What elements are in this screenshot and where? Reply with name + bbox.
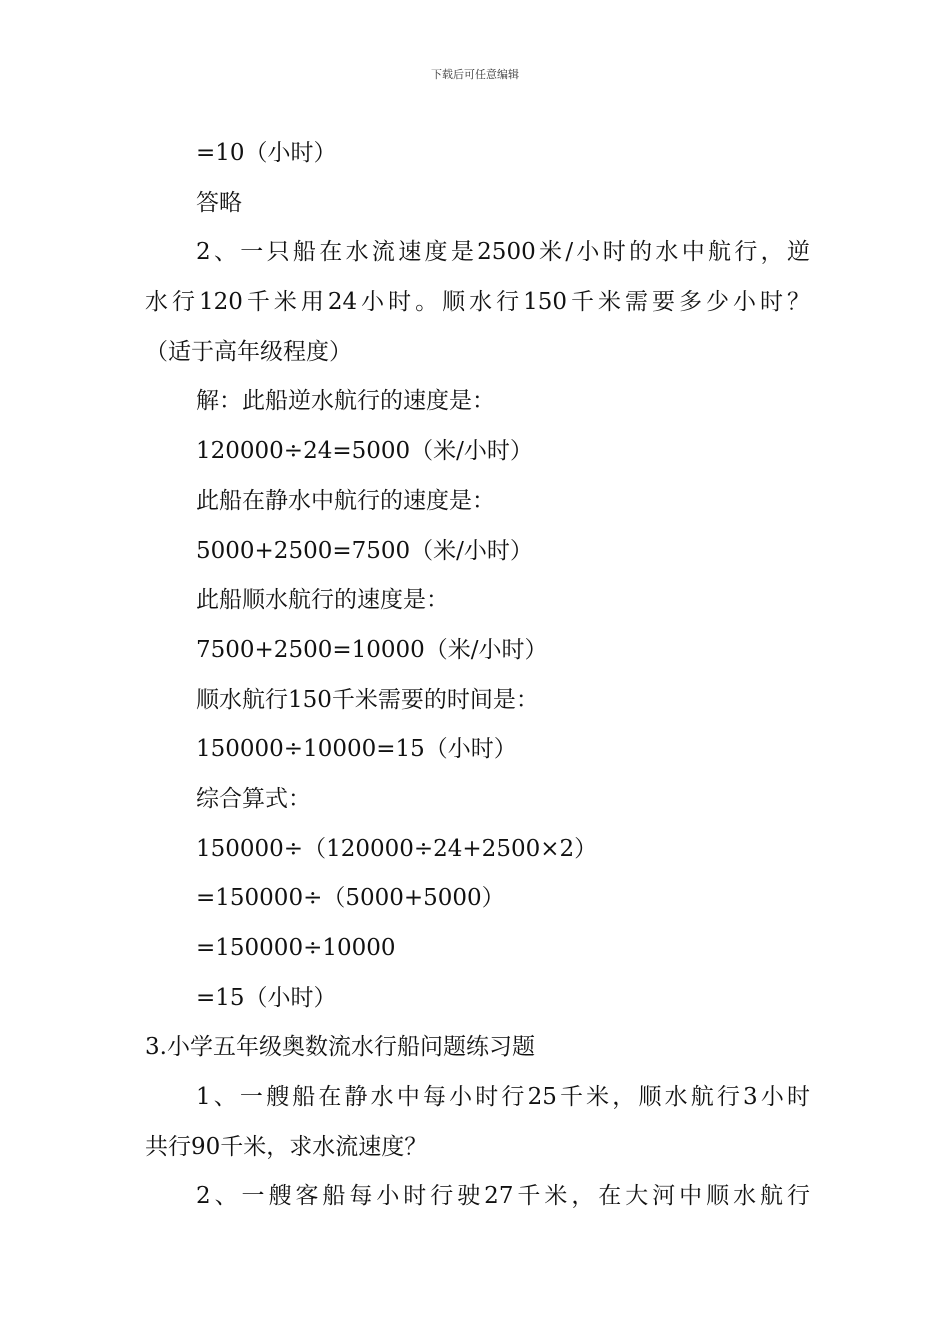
problem-2-level-note: （适于高年级程度） [145,338,352,365]
combined-formula-line: =150000÷（5000+5000） [196,885,505,912]
problem-2-line-2: 水行120千米用24小时。顺水行150千米需要多少小时？ [145,289,810,316]
solution-line: 解：此船逆水航行的速度是： [196,388,495,415]
combined-formula-line: 150000÷（120000÷24+2500×2） [196,835,598,862]
solution-line: 此船在静水中航行的速度是： [196,487,495,514]
exercise-1-line-1: 1、一艘船在静水中每小时行25千米，顺水航行3小时 [196,1084,810,1111]
calc-result-line: =10（小时） [196,140,337,166]
answer-omitted-line: 答略 [196,189,242,216]
combined-formula-line: =150000÷10000 [196,935,396,961]
solution-line: 120000÷24=5000（米/小时） [196,438,533,465]
exercise-2-line-1: 2、一艘客船每小时行驶27千米，在大河中顺水航行 [196,1183,810,1210]
solution-line: 150000÷10000=15（小时） [196,736,517,763]
exercise-1-line-2: 共行90千米，求水流速度？ [145,1133,428,1160]
solution-line: 顺水航行150千米需要的时间是： [196,686,539,713]
section-heading: 3.小学五年级奥数流水行船问题练习题 [145,1034,535,1061]
solution-line: 7500+2500=10000（米/小时） [196,636,548,663]
solution-line: 此船顺水航行的速度是： [196,587,449,614]
combined-formula-line: =15（小时） [196,984,337,1011]
page-header: 下载后可任意编辑 [431,68,519,81]
solution-line: 5000+2500=7500（米/小时） [196,537,533,564]
document-body [145,129,810,1222]
problem-2-line-1: 2、一只船在水流速度是2500米/小时的水中航行，逆 [196,239,810,266]
combined-formula-heading: 综合算式： [196,785,311,812]
